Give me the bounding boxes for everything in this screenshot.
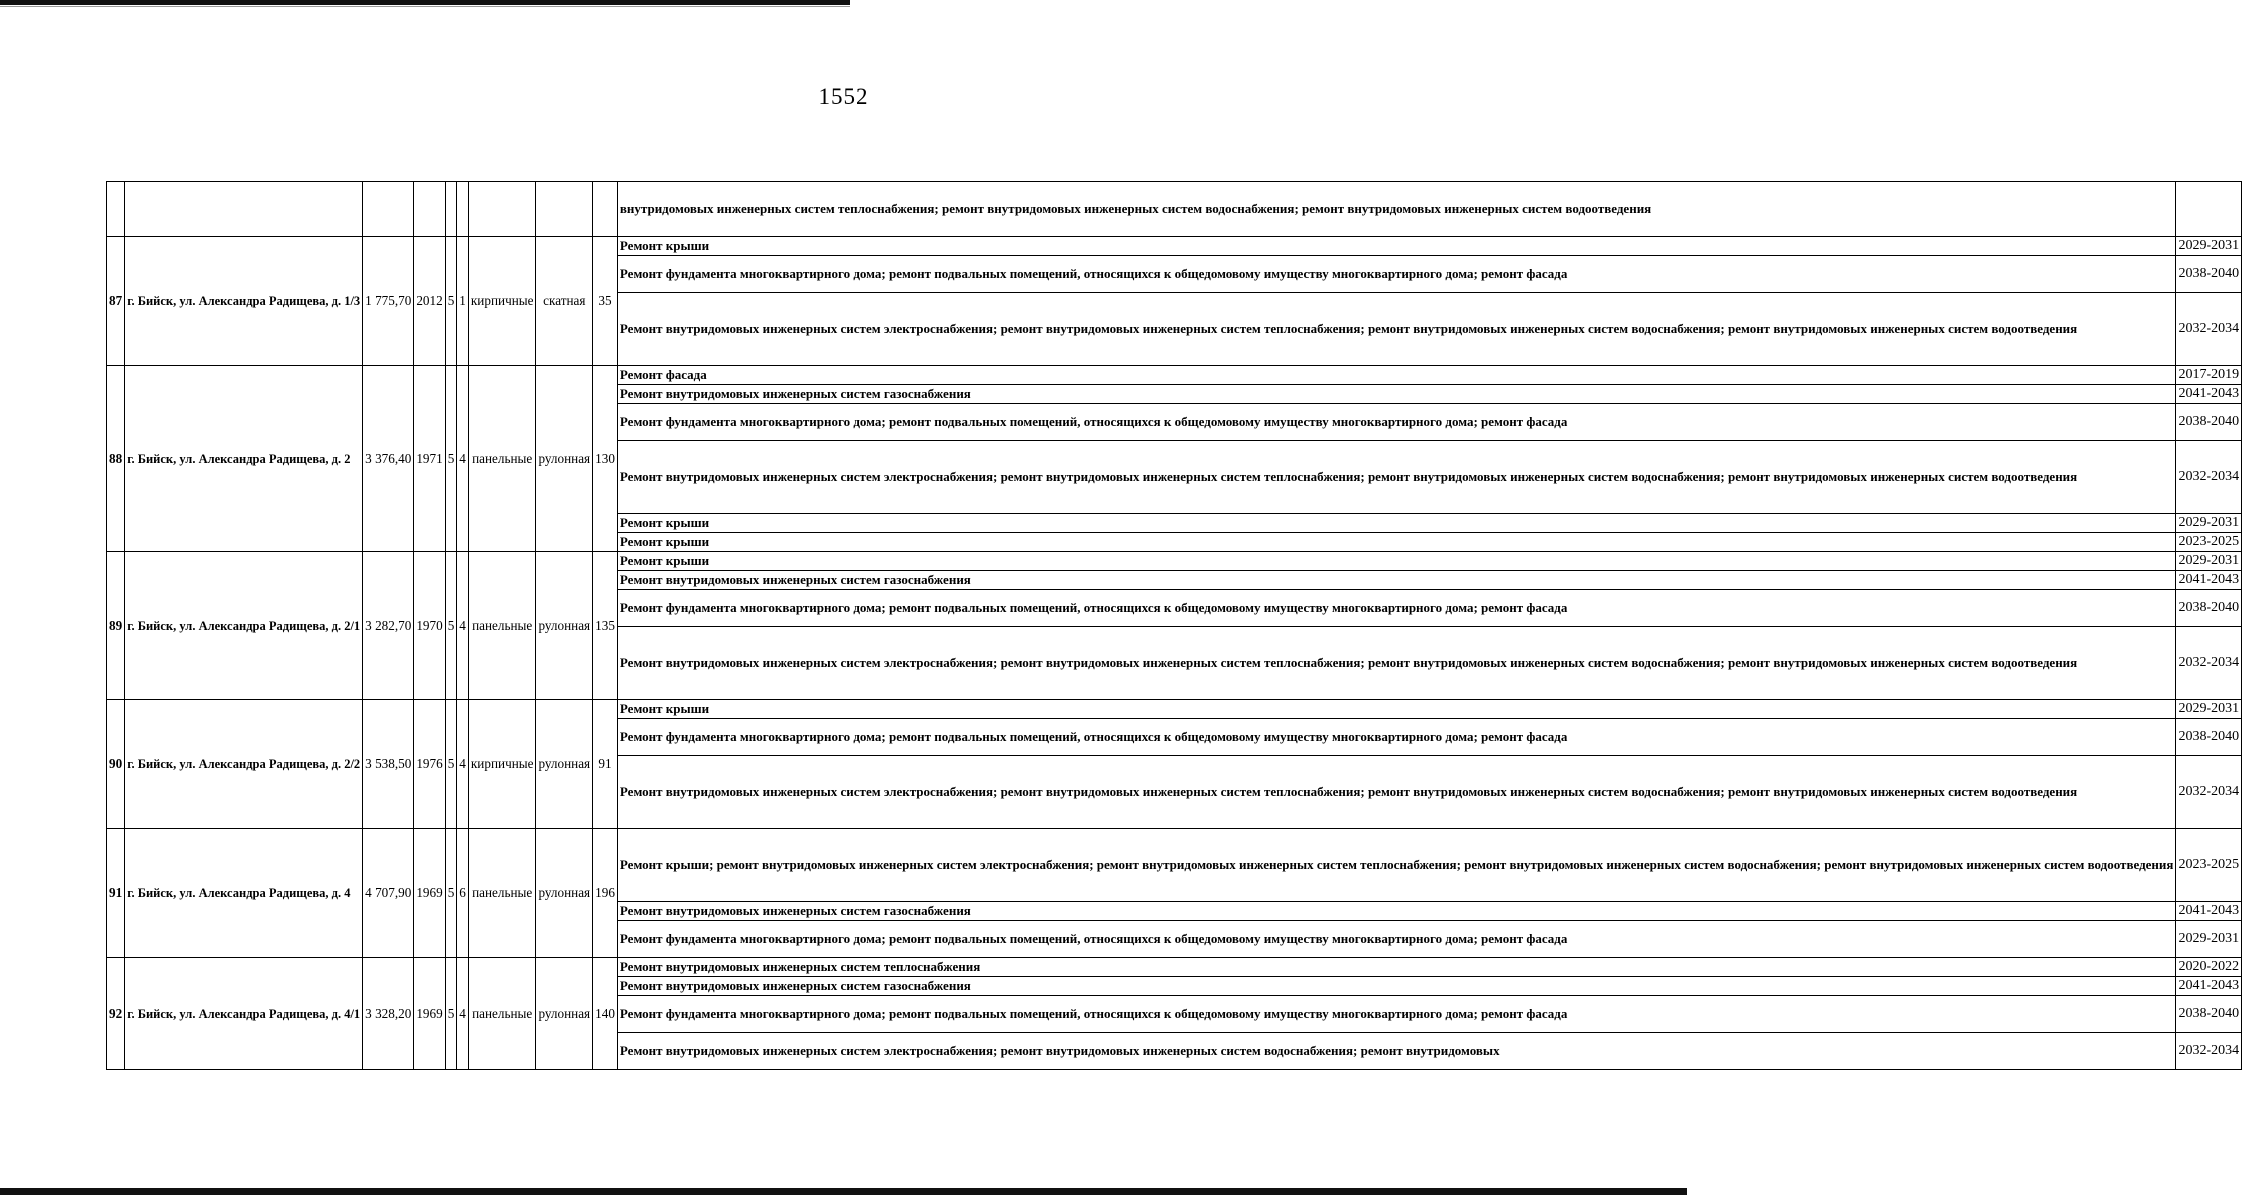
entrance-count: 6 <box>457 829 469 958</box>
work-description: Ремонт внутридомовых инженерных систем электроснабжения; ремонт внутридомовых инженерных систем водоснабжения; ремонт внутридомовых <box>617 1033 2176 1070</box>
work-period: 2023-2025 <box>2176 533 2242 552</box>
work-description: Ремонт крыши <box>617 700 2176 719</box>
work-period: 2020-2022 <box>2176 958 2242 977</box>
work-period: 2032-2034 <box>2176 1033 2242 1070</box>
empty-cell <box>445 182 457 237</box>
resident-count: 140 <box>593 958 618 1070</box>
work-description: внутридомовых инженерных систем теплоснабжения; ремонт внутридомовых инженерных систем водоснабжения; ремонт внутридомовых инженерных систем водоотведения <box>617 182 2176 237</box>
wall-material: кирпичные <box>468 237 536 366</box>
empty-cell <box>107 182 125 237</box>
work-period: 2041-2043 <box>2176 385 2242 404</box>
entrance-count: 4 <box>457 958 469 1070</box>
table-row-continuation <box>107 182 2242 237</box>
wall-material: панельные <box>468 829 536 958</box>
work-period: 2041-2043 <box>2176 902 2242 921</box>
work-period: 2038-2040 <box>2176 404 2242 441</box>
work-description: Ремонт внутридомовых инженерных систем газоснабжения <box>617 902 2176 921</box>
roof-type: рулонная <box>536 829 593 958</box>
build-year: 1971 <box>414 366 445 552</box>
house-address: г. Бийск, ул. Александра Радищева, д. 2 <box>125 366 363 552</box>
work-description: Ремонт внутридомовых инженерных систем газоснабжения <box>617 385 2176 404</box>
house-number: 92 <box>107 958 125 1070</box>
entrance-count: 4 <box>457 552 469 700</box>
house-address: г. Бийск, ул. Александра Радищева, д. 4/1 <box>125 958 363 1070</box>
work-period: 2041-2043 <box>2176 571 2242 590</box>
work-period: 2032-2034 <box>2176 756 2242 829</box>
work-description: Ремонт фундамента многоквартирного дома; ремонт подвальных помещений, относящихся к общедомовому имуществу многоквартирного дома; ремонт фасада <box>617 719 2176 756</box>
work-description: Ремонт крыши <box>617 533 2176 552</box>
house-number: 87 <box>107 237 125 366</box>
work-period: 2038-2040 <box>2176 719 2242 756</box>
build-year: 2012 <box>414 237 445 366</box>
table-body <box>107 182 2242 1070</box>
work-period: 2029-2031 <box>2176 700 2242 719</box>
resident-count: 91 <box>593 700 618 829</box>
work-description: Ремонт внутридомовых инженерных систем электроснабжения; ремонт внутридомовых инженерных систем теплоснабжения; ремонт внутридомовых инженерных систем водоснабжения; ремонт внутридомовых инженерных систем водоотведения <box>617 441 2176 514</box>
work-description: Ремонт внутридомовых инженерных систем электроснабжения; ремонт внутридомовых инженерных систем теплоснабжения; ремонт внутридомовых инженерных систем водоснабжения; ремонт внутридомовых инженерных систем водоотведения <box>617 293 2176 366</box>
table-row <box>107 700 2242 719</box>
entrance-count: 4 <box>457 700 469 829</box>
work-description: Ремонт крыши <box>617 552 2176 571</box>
work-period: 2029-2031 <box>2176 514 2242 533</box>
empty-cell <box>125 182 363 237</box>
house-address: г. Бийск, ул. Александра Радищева, д. 1/3 <box>125 237 363 366</box>
top-scan-rule-thin <box>0 6 850 7</box>
table-row <box>107 366 2242 385</box>
house-address: г. Бийск, ул. Александра Радищева, д. 2/1 <box>125 552 363 700</box>
wall-material: кирпичные <box>468 700 536 829</box>
work-period: 2032-2034 <box>2176 441 2242 514</box>
repair-schedule-table <box>106 181 2242 1070</box>
work-description: Ремонт крыши <box>617 237 2176 256</box>
house-address: г. Бийск, ул. Александра Радищева, д. 2/2 <box>125 700 363 829</box>
entrance-count: 1 <box>457 237 469 366</box>
roof-type: рулонная <box>536 552 593 700</box>
work-period: 2029-2031 <box>2176 921 2242 958</box>
house-area: 3 376,40 <box>363 366 414 552</box>
floor-count: 5 <box>445 829 457 958</box>
work-description: Ремонт фасада <box>617 366 2176 385</box>
work-description: Ремонт крыши; ремонт внутридомовых инженерных систем электроснабжения; ремонт внутридомовых инженерных систем теплоснабжения; ремонт внутридомовых инженерных систем водоснабжения; ремонт внутридомовых инженерных систем водоотведения <box>617 829 2176 902</box>
work-period: 2038-2040 <box>2176 996 2242 1033</box>
house-address: г. Бийск, ул. Александра Радищева, д. 4 <box>125 829 363 958</box>
work-period: 2029-2031 <box>2176 552 2242 571</box>
roof-type: рулонная <box>536 700 593 829</box>
floor-count: 5 <box>445 958 457 1070</box>
house-area: 1 775,70 <box>363 237 414 366</box>
work-description: Ремонт крыши <box>617 514 2176 533</box>
work-description: Ремонт фундамента многоквартирного дома; ремонт подвальных помещений, относящихся к общедомовому имуществу многоквартирного дома; ремонт фасада <box>617 590 2176 627</box>
roof-type: рулонная <box>536 958 593 1070</box>
empty-cell <box>363 182 414 237</box>
work-description: Ремонт внутридомовых инженерных систем электроснабжения; ремонт внутридомовых инженерных систем теплоснабжения; ремонт внутридомовых инженерных систем водоснабжения; ремонт внутридомовых инженерных систем водоотведения <box>617 756 2176 829</box>
work-period <box>2176 182 2242 237</box>
table-row <box>107 552 2242 571</box>
work-period: 2017-2019 <box>2176 366 2242 385</box>
work-period: 2032-2034 <box>2176 627 2242 700</box>
work-period: 2038-2040 <box>2176 590 2242 627</box>
empty-cell <box>593 182 618 237</box>
resident-count: 130 <box>593 366 618 552</box>
house-area: 3 328,20 <box>363 958 414 1070</box>
work-description: Ремонт внутридомовых инженерных систем теплоснабжения <box>617 958 2176 977</box>
roof-type: рулонная <box>536 366 593 552</box>
build-year: 1969 <box>414 958 445 1070</box>
roof-type: скатная <box>536 237 593 366</box>
page-number: 1552 <box>818 84 869 109</box>
build-year: 1969 <box>414 829 445 958</box>
work-period: 2029-2031 <box>2176 237 2242 256</box>
work-description: Ремонт внутридомовых инженерных систем электроснабжения; ремонт внутридомовых инженерных систем теплоснабжения; ремонт внутридомовых инженерных систем водоснабжения; ремонт внутридомовых инженерных систем водоотведения <box>617 627 2176 700</box>
floor-count: 5 <box>445 700 457 829</box>
house-area: 3 538,50 <box>363 700 414 829</box>
top-scan-rule <box>0 0 850 5</box>
wall-material: панельные <box>468 552 536 700</box>
work-description: Ремонт фундамента многоквартирного дома; ремонт подвальных помещений, относящихся к общедомовому имуществу многоквартирного дома; ремонт фасада <box>617 256 2176 293</box>
work-period: 2023-2025 <box>2176 829 2242 902</box>
work-period: 2041-2043 <box>2176 977 2242 996</box>
work-description: Ремонт фундамента многоквартирного дома; ремонт подвальных помещений, относящихся к общедомовому имуществу многоквартирного дома; ремонт фасада <box>617 921 2176 958</box>
floor-count: 5 <box>445 552 457 700</box>
floor-count: 5 <box>445 366 457 552</box>
empty-cell <box>468 182 536 237</box>
floor-count: 5 <box>445 237 457 366</box>
house-number: 88 <box>107 366 125 552</box>
resident-count: 135 <box>593 552 618 700</box>
work-period: 2038-2040 <box>2176 256 2242 293</box>
table-row <box>107 958 2242 977</box>
table-row <box>107 829 2242 902</box>
empty-cell <box>457 182 469 237</box>
house-number: 89 <box>107 552 125 700</box>
build-year: 1970 <box>414 552 445 700</box>
empty-cell <box>414 182 445 237</box>
work-description: Ремонт фундамента многоквартирного дома; ремонт подвальных помещений, относящихся к общедомовому имуществу многоквартирного дома; ремонт фасада <box>617 996 2176 1033</box>
wall-material: панельные <box>468 958 536 1070</box>
build-year: 1976 <box>414 700 445 829</box>
house-area: 4 707,90 <box>363 829 414 958</box>
bottom-scan-rule <box>0 1188 1687 1195</box>
work-description: Ремонт внутридомовых инженерных систем газоснабжения <box>617 571 2176 590</box>
resident-count: 196 <box>593 829 618 958</box>
empty-cell <box>536 182 593 237</box>
house-number: 91 <box>107 829 125 958</box>
table-row <box>107 237 2242 256</box>
work-description: Ремонт фундамента многоквартирного дома; ремонт подвальных помещений, относящихся к общедомовому имуществу многоквартирного дома; ремонт фасада <box>617 404 2176 441</box>
work-period: 2032-2034 <box>2176 293 2242 366</box>
wall-material: панельные <box>468 366 536 552</box>
house-area: 3 282,70 <box>363 552 414 700</box>
work-description: Ремонт внутридомовых инженерных систем газоснабжения <box>617 977 2176 996</box>
entrance-count: 4 <box>457 366 469 552</box>
house-number: 90 <box>107 700 125 829</box>
resident-count: 35 <box>593 237 618 366</box>
